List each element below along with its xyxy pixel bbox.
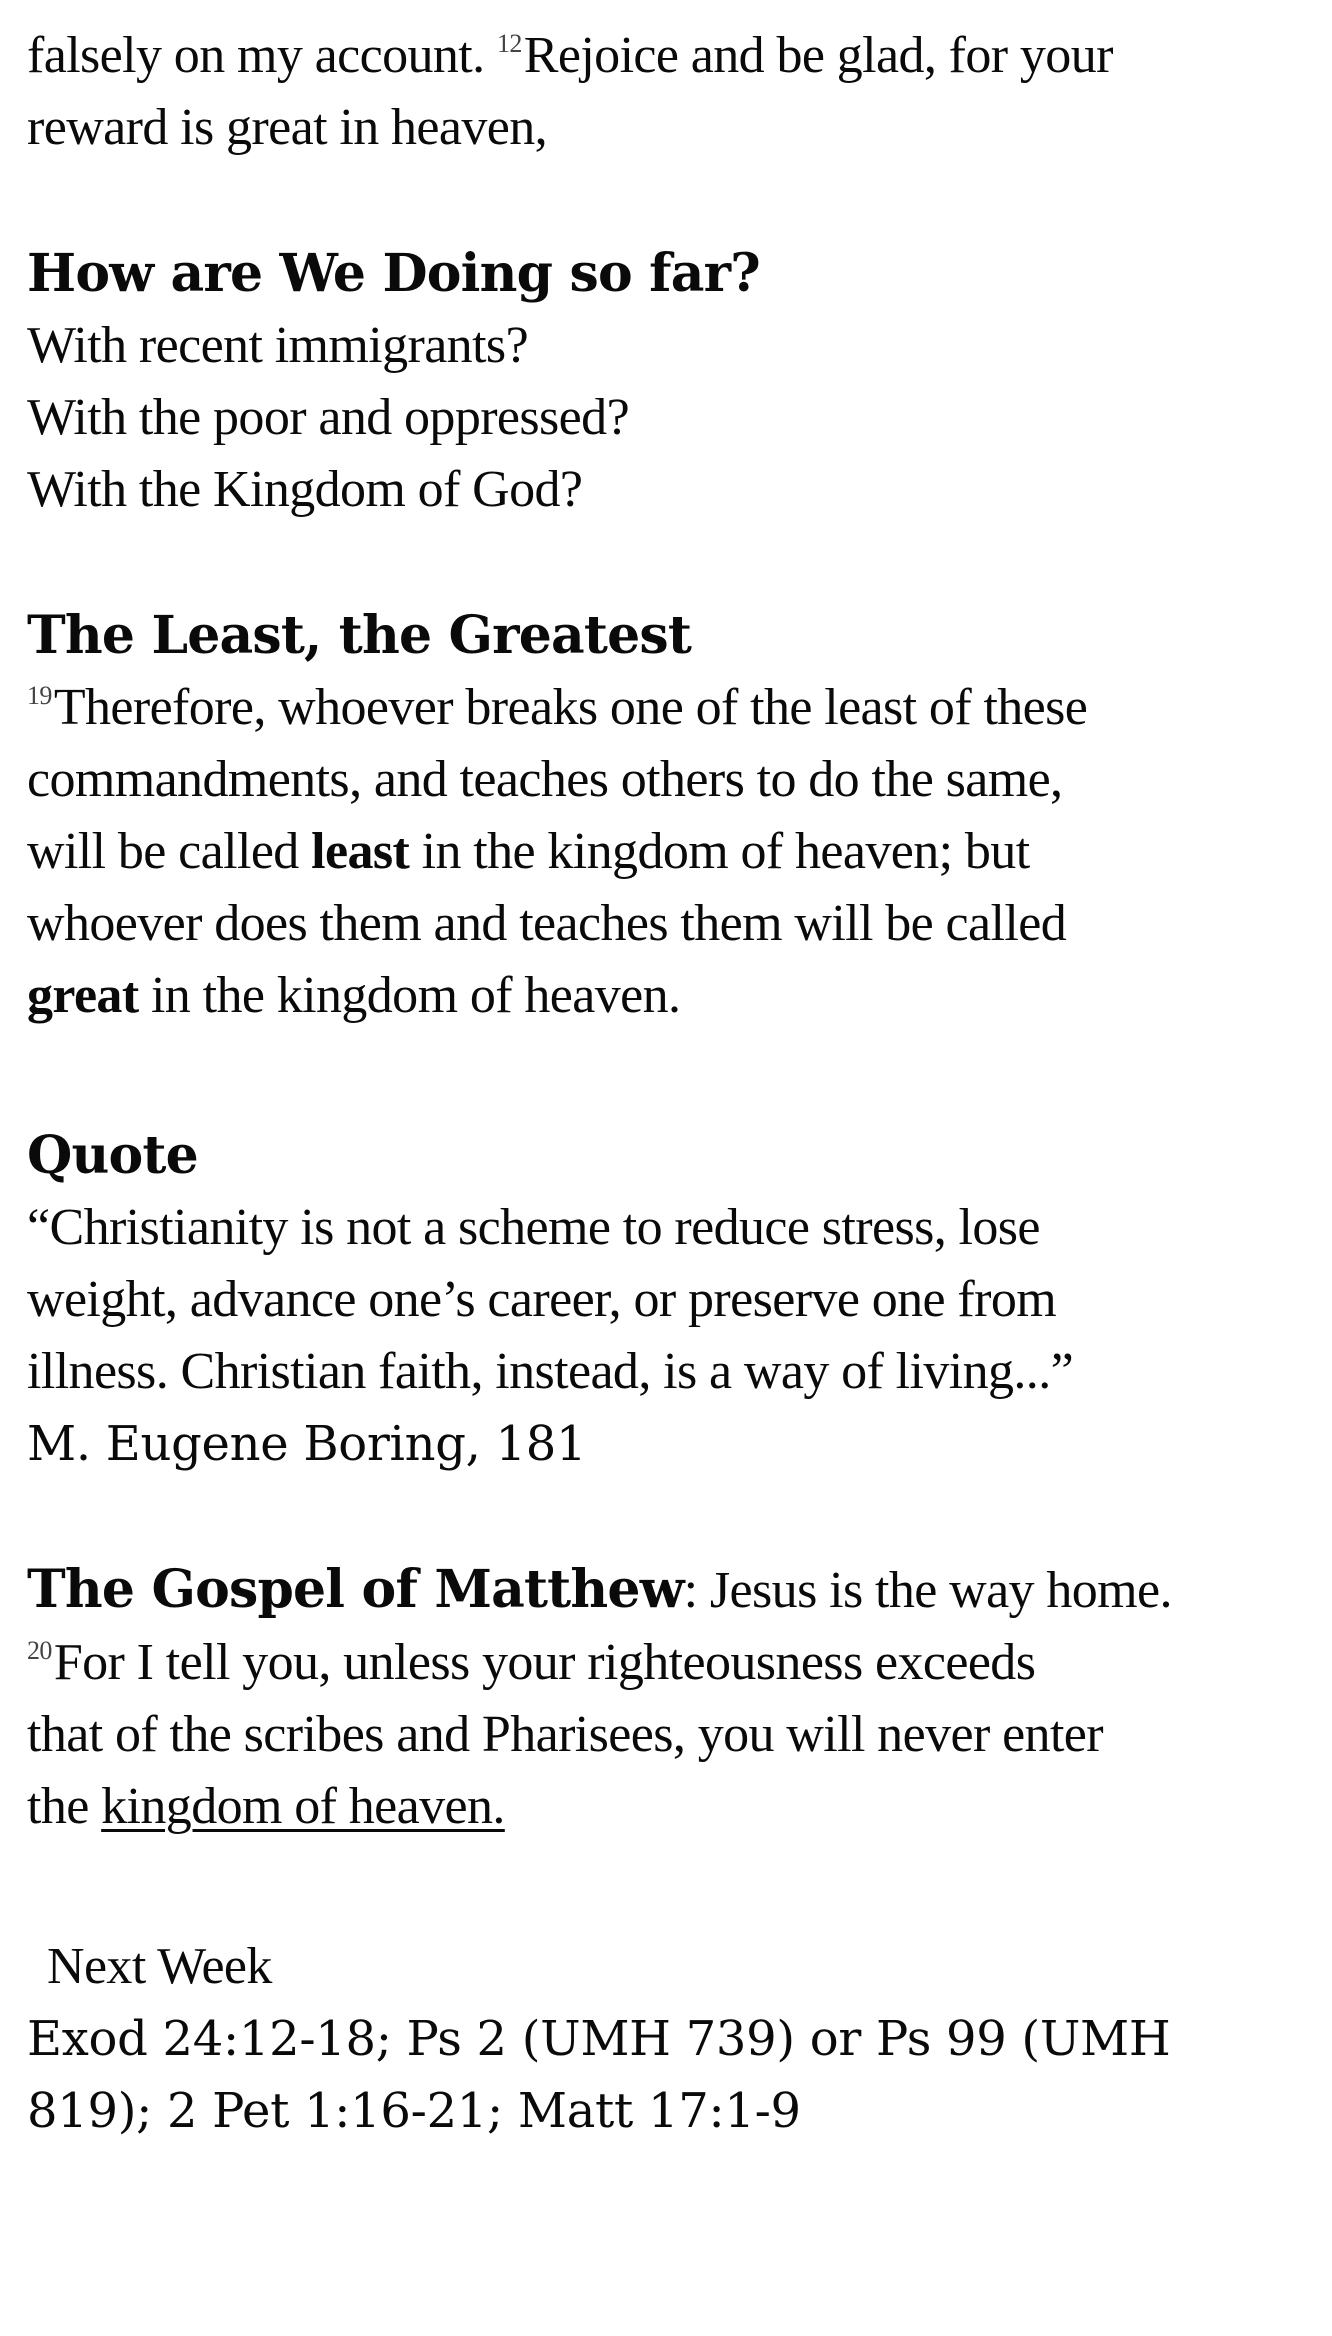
- section-heading-gospel: The Gospel of Matthew: [27, 1559, 684, 1620]
- least-text-5b: in the kingdom of heaven.: [138, 967, 681, 1024]
- intro-text-a: falsely on my account.: [27, 27, 497, 84]
- doing-item-2: With the poor and oppressed?: [27, 389, 630, 446]
- least-bold-word: least: [311, 823, 410, 880]
- spacer: [27, 1843, 1317, 1931]
- verse-number-12: 12: [496, 29, 522, 58]
- spacer: [27, 1032, 1317, 1120]
- quote-attribution: M. Eugene Boring, 181: [27, 1416, 587, 1472]
- least-line-2: commandments, and teaches others to do the same,: [27, 751, 1063, 808]
- least-text-3b: in the kingdom of heaven; but: [409, 823, 1030, 880]
- quote-line-1: “Christianity is not a scheme to reduce stress, lose: [27, 1199, 1040, 1256]
- gospel-line-2: that of the scribes and Pharisees, you will never enter: [27, 1706, 1103, 1763]
- spacer: [27, 1480, 1317, 1554]
- quote-line-3: illness. Christian faith, instead, is a way of living...”: [27, 1343, 1074, 1400]
- spacer: [27, 526, 1317, 600]
- least-line-3: [27, 816, 1317, 888]
- bulletin-page: [27, 20, 1317, 2147]
- gospel-text-3a: the: [27, 1778, 102, 1835]
- least-text-3a: will be called: [27, 823, 312, 880]
- doing-item-1: With recent immigrants?: [27, 317, 529, 374]
- gospel-heading-line: [27, 1554, 1317, 1627]
- intro-line-2: reward is great in heaven,: [27, 99, 548, 156]
- intro-line-1: [27, 20, 1317, 92]
- verse-number-20: 20: [27, 1636, 52, 1665]
- quote-line-2: weight, advance one’s career, or preserve one from: [27, 1271, 1057, 1328]
- least-line-1: [27, 672, 1317, 744]
- verse-number-19: 19: [27, 681, 52, 710]
- section-heading-quote: Quote: [27, 1125, 198, 1186]
- gospel-line-1: [27, 1627, 1317, 1699]
- gospel-heading-tail: : Jesus is the way home.: [683, 1562, 1172, 1619]
- great-bold-word: great: [27, 967, 139, 1024]
- least-line-5: [27, 960, 1317, 1032]
- gospel-text-1: For I tell you, unless your righteousness exceeds: [53, 1634, 1036, 1691]
- section-heading-next-week: Next Week: [47, 1938, 272, 1995]
- kingdom-of-heaven-underlined: kingdom of heaven.: [101, 1778, 505, 1835]
- next-week-line-1: Exod 24:12-18; Ps 2 (UMH 739) or Ps 99 (UMH: [27, 2011, 1171, 2067]
- spacer: [27, 164, 1317, 238]
- section-heading-doing: How are We Doing so far?: [27, 243, 760, 304]
- least-text-1: Therefore, whoever breaks one of the least of these: [53, 679, 1088, 736]
- least-line-4: whoever does them and teaches them will be called: [27, 895, 1067, 952]
- gospel-line-3: [27, 1771, 1317, 1843]
- next-week-line-2: 819); 2 Pet 1:16-21; Matt 17:1-9: [27, 2083, 801, 2139]
- doing-item-3: With the Kingdom of God?: [27, 461, 583, 518]
- section-heading-least: The Least, the Greatest: [27, 605, 692, 666]
- intro-text-b: Rejoice and be glad, for your: [523, 27, 1113, 84]
